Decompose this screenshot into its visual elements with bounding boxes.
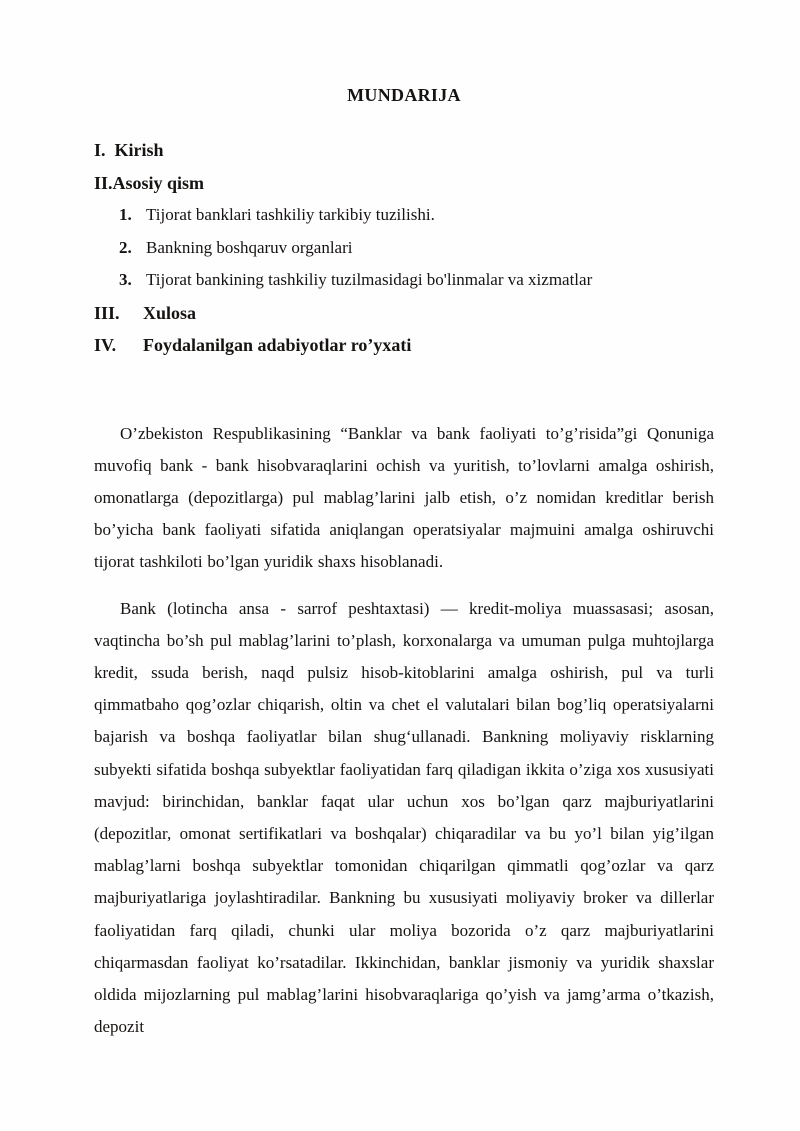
toc-item-label: Xulosa (143, 302, 197, 323)
document-title: MUNDARIJA (347, 85, 461, 105)
toc-item-label: Asosiy qism (112, 172, 205, 193)
toc-subitem-number: 3. (119, 270, 132, 289)
toc-subitem-3 (94, 264, 714, 297)
table-of-contents (94, 134, 714, 362)
toc-item-number: IV. (94, 335, 117, 355)
toc-subitem-number: 1. (119, 205, 132, 224)
toc-item-asosiy-qism (94, 167, 714, 200)
toc-item-number: II. (94, 172, 113, 193)
toc-item-adabiyotlar (94, 329, 714, 362)
body-paragraph-2: Bank (lotincha ansa - sarrof peshtaxtasi) — kredit-moliya muassasasi; asosan, vaqtincha bo’sh pul mablag’larini to’plash, korxonalarga va umuman pulga muhtojlarga kredit, ssuda berish, naqd pulsiz hisob-kitoblarini amalga oshirish, pul va turli qimmatbaho qog’ozlar chiqarish, oltin va chet el valutalari bilan bog’liq operatsiyalarni bajarish va boshqa faoliyatlar bilan shug‘ullanadi. Bankning moliyaviy risklarning subyekti sifatida boshqa subyektlar faoliyatidan farq qiladigan ikkita o’ziga xos xususiyati mavjud: birinchidan, banklar faqat ular uchun xos bo’lgan qarz majburiyatlarini (depozitlar, omonat sertifikatlari va boshqalar) chiqaradilar va bu yo’l bilan yig’ilgan mablag’larni boshqa subyektlar tomonidan chiqarilgan qimmatli qog’ozlar va qarz majburiyatlariga joylashtiradilar. Bankning bu xususiyati moliyaviy broker va dillerlar faoliyatidan farq qiladi, chunki ular moliya bozorida o’z qarz majburiyatlarini chiqarmasdan faoliyat ko’rsatadilar. Ikkinchidan, banklar jismoniy va yuridik shaxslar oldida mijozlarning pul mablag’larini hisobvaraqlariga qo’yish va jamg’arma o’tkazish, depozit (94, 598, 714, 1037)
toc-subitem-label: Tijorat bankining tashkiliy tuzilmasidagi bo'linmalar va xizmatlar (146, 270, 593, 289)
body-paragraph-1: O’zbekiston Respublikasining “Banklar va bank faoliyati to’g’risida”gi Qonuniga muvofiq bank - bank hisobvaraqlarini ochish va yuritish, to’lovlarni amalga oshirish, omonatlarga (depozitlarga) pul mablag’larini jalb etish, o’z nomidan kreditlar berish bo’yicha bank faoliyati sifatida aniqlangan operatsiyalar majmuini amalga oshiruvchi tijorat tashkiloti bo’lgan yuridik shaxs hisoblanadi. (94, 423, 714, 572)
document-body (94, 418, 714, 1044)
toc-item-label: Foydalanilgan adabiyotlar ro’yxati (143, 335, 412, 355)
toc-item-label: Kirish (114, 140, 164, 160)
toc-item-xulosa (94, 297, 714, 330)
toc-item-kirish (94, 134, 714, 167)
toc-subitem-2 (94, 232, 714, 265)
toc-item-number: I. (94, 140, 106, 160)
toc-subitem-label: Bankning boshqaruv organlari (146, 237, 353, 257)
toc-subitem-label: Tijorat banklari tashkiliy tarkibiy tuzilishi. (146, 205, 435, 224)
toc-subitem-1 (94, 199, 714, 232)
toc-subitem-number: 2. (119, 237, 132, 257)
toc-item-number: III. (94, 302, 120, 323)
